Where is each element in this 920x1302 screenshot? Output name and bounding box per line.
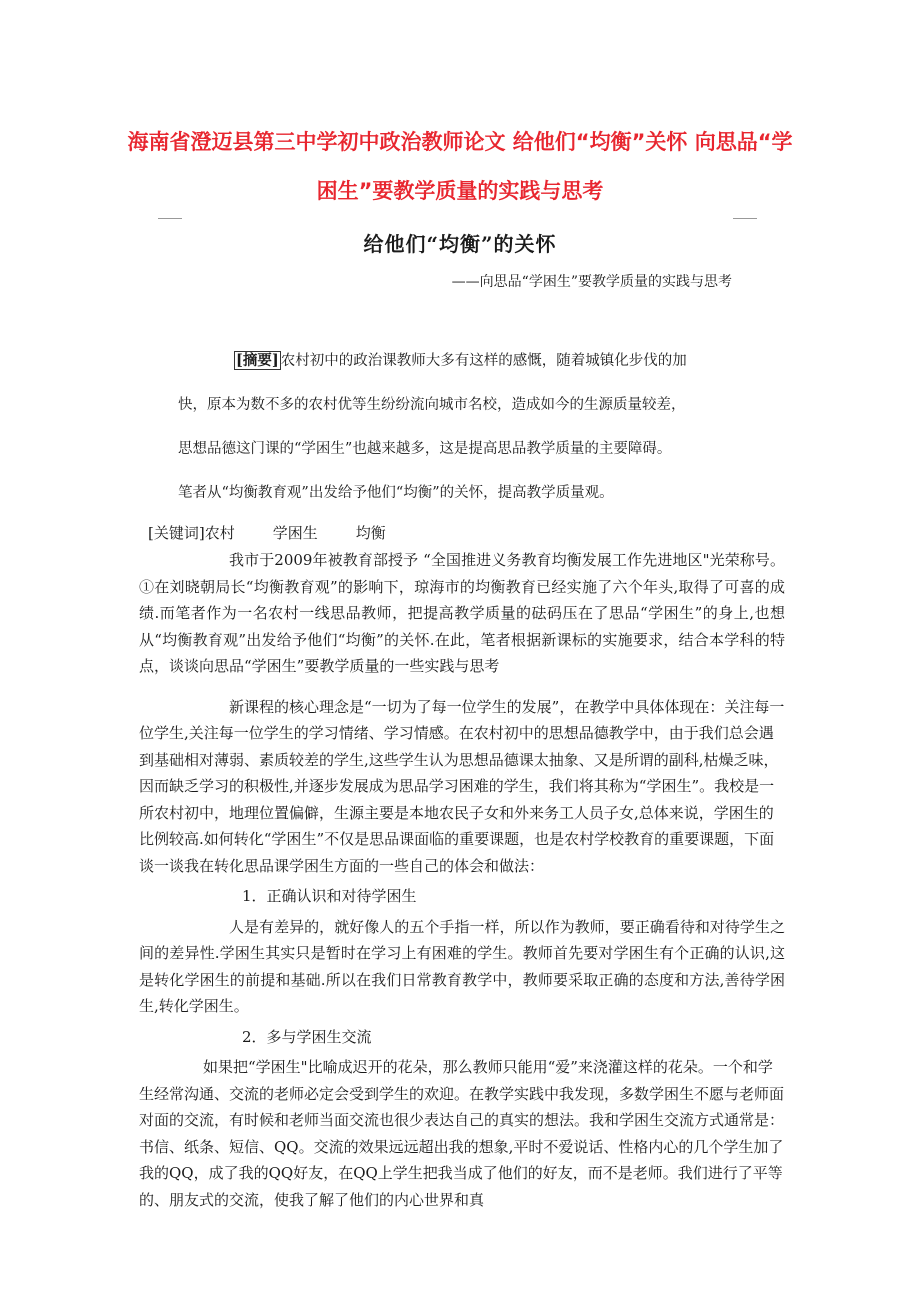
keyword-item: 学困生 — [272, 524, 318, 542]
article-subtitle: ——向思品“学困生”要教学质量的实践与思考 — [451, 274, 732, 290]
paragraph-3: 人是有差异的，就好像人的五个手指一样，所以作为教师，要正确看待和对待学生之间的差异性.学困生其实只是暂时在学习上有困难的学生。教师首先要对学困生有个正确的认识,这是转化学困生的前提和基础.所以在我们日常教育教学中，教师要采取正确的态度和方法,善待学困生,转化学困生。 — [139, 917, 785, 1015]
abstract — [178, 339, 738, 515]
document-title: 海南省澄迈县第三中学初中政治教师论文 给他们“均衡”关怀 向思品“学困生”要教学质量的实践与思考 — [127, 130, 793, 203]
article-title: 给他们“均衡”的关怀 — [363, 232, 557, 256]
keywords — [148, 522, 424, 543]
abstract-line-4: 笔者从“均衡教育观”出发给予他们“均衡”的关怀，提高教学质量观。 — [178, 485, 614, 501]
divider-left — [158, 218, 182, 219]
article-body — [139, 547, 785, 1213]
abstract-line-1: [摘要] 农村初中的政治课教师大多有这样的感慨，随着城镇化步伐的加 — [236, 352, 687, 369]
abstract-line-3: 思想品德这门课的“学困生”也越来越多，这是提高思品教学质量的主要障碍。 — [178, 441, 672, 457]
divider-right — [733, 218, 757, 219]
paragraph-4: 如果把“学困生"比喻成迟开的花朵，那么教师只能用“爱”来浇灌这样的花朵。一个和学生经常沟通、交流的老师必定会受到学生的欢迎。在教学实践中我发现，多数学困生不愿与老师面对面的交流，有时候和老师当面交流也很少表达自己的真实的想法。我和学困生交流方式通常是：书信、纸条、短信、QQ。交流的效果远远超出我的想象,平时不爱说话、性格内心的几个学生加了我的QQ，成了我的QQ好友，在QQ上学生把我当成了他们的好友，而不是老师。我们进行了平等的、朋友式的交流，使我了解了他们的内心世界和真 — [139, 1058, 785, 1209]
section-heading-2: 2．多与学困生交流 — [242, 1027, 372, 1046]
keyword-item: 农村 — [204, 524, 235, 542]
abstract-line-2: 快，原本为数不多的农村优等生纷纷流向城市名校，造成如今的生源质量较差， — [178, 397, 686, 413]
section-heading-1: 1．正确认识和对待学困生 — [242, 887, 417, 905]
keywords-label: [关键词] — [148, 524, 205, 542]
keyword-item: 均衡 — [355, 524, 386, 542]
paragraph-2: 新课程的核心理念是“一切为了每一位学生的发展”，在教学中具体体现在：关注每一位学生,关注每一位学生的学习情绪、学习情感。在农村初中的思想品德教学中，由于我们总会遇到基础相对薄弱、素质较差的学生,这些学生认为思想品德课太抽象、又是所谓的副科,枯燥乏味，因而缺乏学习的积极性,并逐步发展成为思品学习困难的学生，我们将其称为“学困生”。我校是一所农村初中，地理位置偏僻，生源主要是本地农民子女和外来务工人员子女,总体来说，学困生的比例较高.如何转化“学困生”不仅是思品课面临的重要课题，也是农村学校教育的重要课题，下面谈一谈我在转化思品课学困生方面的一些自己的体会和做法： — [139, 697, 785, 875]
paragraph-1: 我市于2009年被教育部授予 “全国推进义务教育均衡发展工作先进地区"光荣称号。①在刘晓朝局长“均衡教育观”的影响下，琼海市的均衡教育已经实施了六个年头,取得了可喜的成绩.而笔者作为一名农村一线思品教师，把提高教学质量的砝码压在了思品“学困生”的身上,也想从“均衡教育观”出发给予他们“均衡”的关怀.在此，笔者根据新课标的实施要求，结合本学科的特点，谈谈向思品“学困生”要教学质量的一些实践与思考 — [139, 551, 785, 675]
abstract-label: [摘要] — [236, 352, 279, 369]
